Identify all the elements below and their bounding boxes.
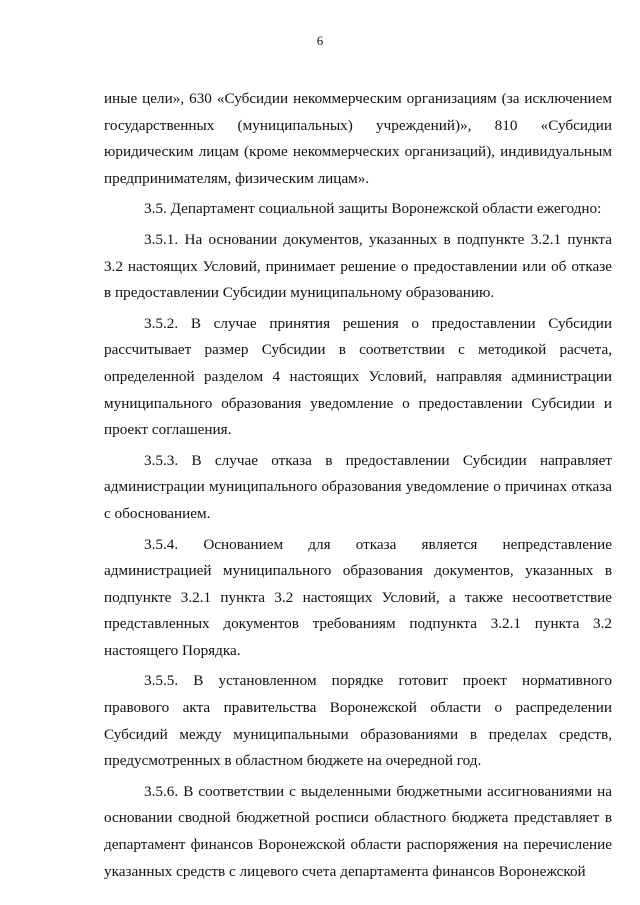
paragraph-3-5-4: 3.5.4. Основанием для отказа является непредставление администрацией муниципального образования документов, указанных в подпункте 3.2.1 пункта 3.2 настоящих Условий, а также несоответствие представленных документов требованиям подпункта 3.2.1 пункта 3.2 настоящего Порядка. [104, 535, 612, 659]
paragraph-3-5-5: 3.5.5. В установленном порядке готовит проект нормативного правового акта правительства Воронежской области о распределении Субсидий между муниципальными образованиями в пределах средств, предусмотренных в областном бюджете на очередной год. [104, 672, 612, 770]
paragraph-continuation: иные цели», 630 «Субсидии некоммерческим организациям (за исключением государственных (муниципальных) учреждений)», 810 «Субсидии юридическим лицам (кроме некоммерческих организаций), индивидуальным предпринимателям, физическим лицам». [104, 90, 612, 187]
paragraph-3-5-1: 3.5.1. На основании документов, указанных в подпункте 3.2.1 пункта 3.2 настоящих Условий, принимает решение о предоставлении или об отказе в предоставлении Субсидии муниципальному образованию. [104, 230, 612, 302]
paragraph-3-5-2: 3.5.2. В случае принятия решения о предоставлении Субсидии рассчитывает размер Субсидии в соответствии с методикой расчета, определенной разделом 4 настоящих Условий, направляя администрации муниципального образования уведомление о предоставлении Субсидии и проект соглашения. [104, 314, 612, 439]
document-body [104, 86, 612, 885]
paragraph-3-5-3: 3.5.3. В случае отказа в предоставлении Субсидии направляет администрации муниципального образования уведомление о причинах отказа с обоснованием. [104, 451, 612, 522]
paragraph-3-5-6: 3.5.6. В соответствии с выделенными бюджетными ассигнованиями на основании сводной бюджетной росписи областного бюджета представляет в департамент финансов Воронежской области распоряжения на перечисление указанных средств с лицевого счета департамента финансов Воронежской [104, 782, 612, 880]
page-number: 6 [316, 33, 324, 48]
paragraph-3-5: 3.5. Департамент социальной защиты Воронежской области ежегодно: [144, 200, 602, 218]
